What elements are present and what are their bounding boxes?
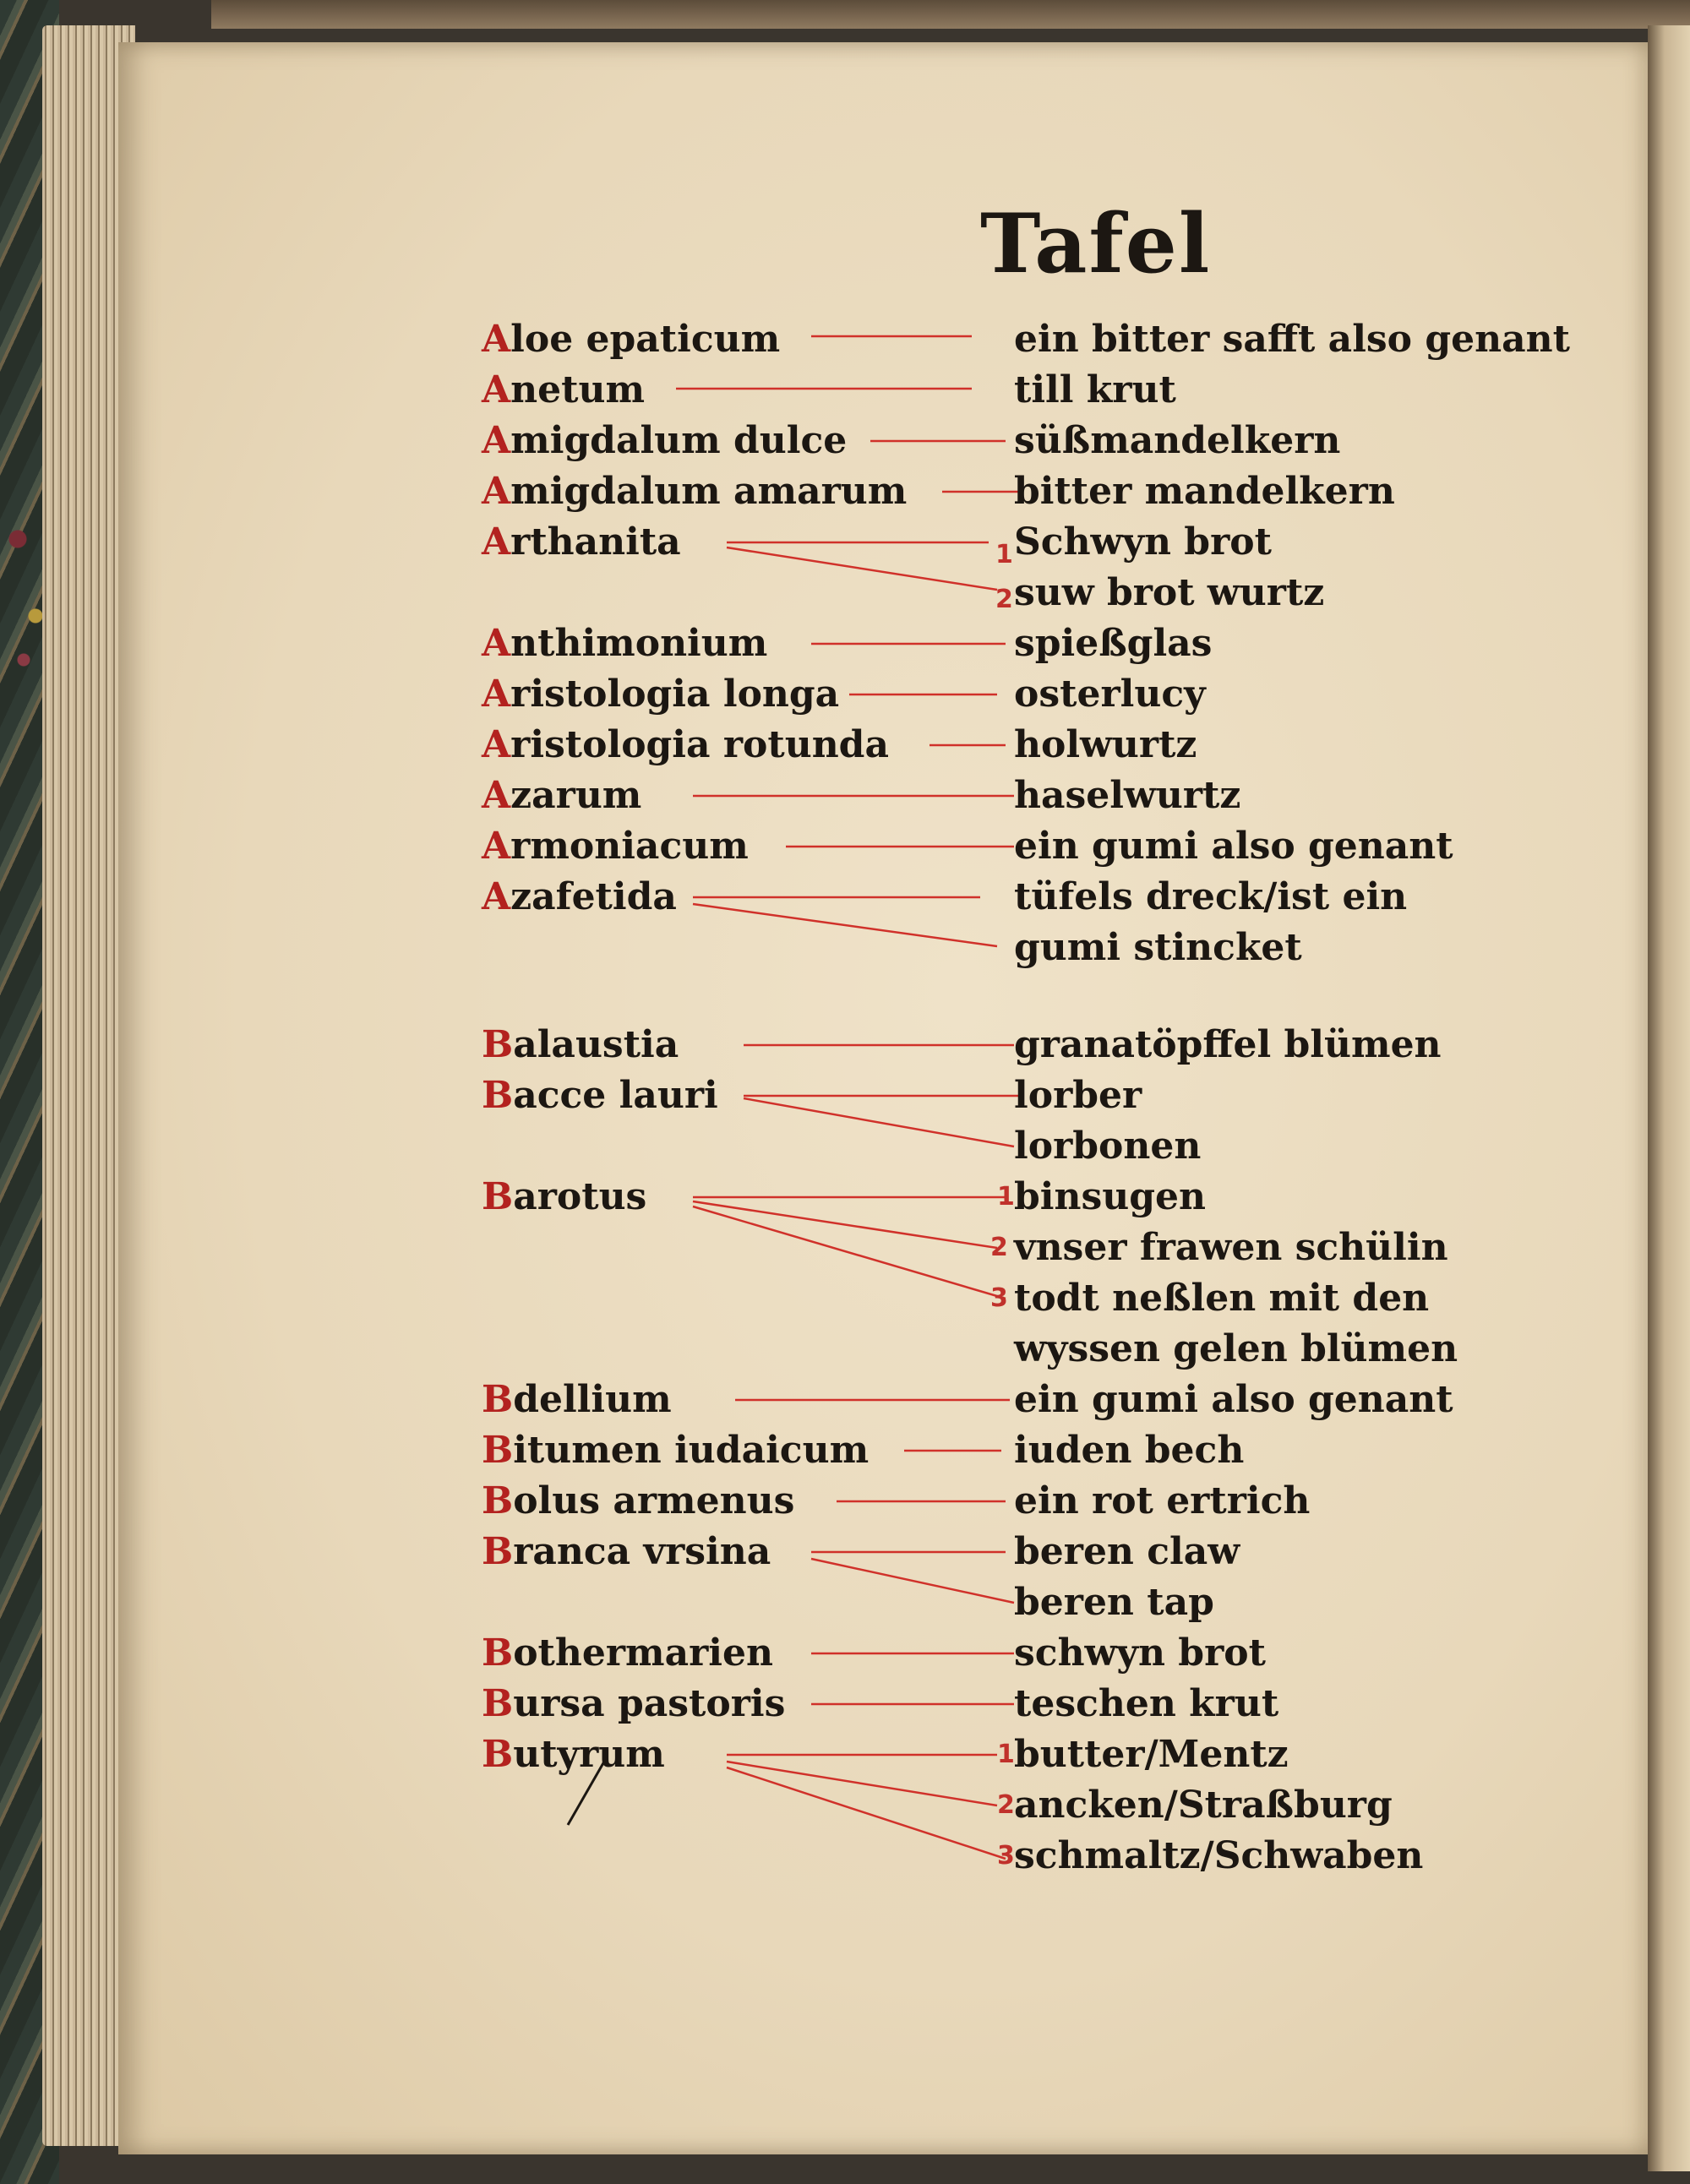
german-gloss: binsugen (1014, 1175, 1206, 1218)
latin-term: Balaustia (482, 1023, 679, 1066)
german-gloss: teschen krut (1014, 1682, 1279, 1725)
german-gloss: iuden bech (1014, 1429, 1245, 1472)
latin-term: Anthimonium (482, 622, 768, 665)
german-gloss: todt neßlen mit den (1014, 1277, 1430, 1320)
latin-term: Bdellium (482, 1378, 672, 1421)
german-gloss: tüfels dreck/ist ein (1014, 875, 1408, 918)
german-gloss: haselwurtz (1014, 774, 1241, 817)
margin-number: 2 (990, 1233, 1008, 1262)
connector-line (727, 1762, 997, 1805)
latin-term: Amigdalum dulce (482, 419, 848, 462)
connector-line (693, 1201, 997, 1248)
latin-term: Bolus armenus (482, 1479, 795, 1522)
german-gloss: suw brot wurtz (1014, 571, 1325, 614)
connector-line (811, 1559, 1014, 1603)
german-gloss: beren claw (1014, 1530, 1240, 1573)
latin-term: Butyrum (482, 1733, 665, 1776)
page-title: Tafel (980, 196, 1212, 291)
german-gloss: spießglas (1014, 622, 1213, 665)
latin-term: Azafetida (482, 875, 677, 918)
german-gloss: schwyn brot (1014, 1631, 1266, 1675)
latin-term: Amigdalum amarum (482, 470, 908, 513)
connector-line (693, 1206, 1006, 1299)
latin-term: Aloe epaticum (482, 318, 781, 361)
german-gloss: osterlucy (1014, 673, 1206, 716)
latin-term: Bothermarien (482, 1631, 773, 1675)
latin-term: Armoniacum (482, 825, 749, 868)
latin-term: Azarum (482, 774, 642, 817)
german-gloss: Schwyn brot (1014, 520, 1272, 564)
margin-number: 1 (995, 540, 1013, 569)
latin-term: Branca vrsina (482, 1530, 771, 1573)
latin-term: Bacce lauri (482, 1074, 718, 1117)
german-gloss: wyssen gelen blümen (1014, 1327, 1458, 1370)
connector-line (744, 1098, 1014, 1146)
latin-term: Arthanita (482, 520, 681, 564)
margin-number: 2 (995, 585, 1013, 614)
margin-number: 2 (997, 1790, 1015, 1820)
german-gloss: schmaltz/Schwaben (1014, 1834, 1424, 1877)
german-gloss: lorber (1014, 1074, 1142, 1117)
connector-line (727, 547, 997, 590)
margin-number: 3 (997, 1841, 1015, 1871)
german-gloss: bitter mandelkern (1014, 470, 1395, 513)
connector-line (727, 1767, 1006, 1859)
german-gloss: ancken/Straßburg (1014, 1784, 1393, 1827)
latin-term: Bitumen iudaicum (482, 1429, 870, 1472)
latin-term: Bursa pastoris (482, 1682, 786, 1725)
connector-line (693, 904, 997, 946)
margin-number: 3 (990, 1283, 1008, 1313)
german-gloss: ein bitter safft also genant (1014, 318, 1570, 361)
german-gloss: süßmandelkern (1014, 419, 1341, 462)
german-gloss: beren tap (1014, 1581, 1214, 1624)
latin-term: Anetum (482, 368, 645, 411)
latin-term: Aristologia rotunda (482, 723, 889, 766)
german-gloss: holwurtz (1014, 723, 1197, 766)
latin-term: Aristologia longa (482, 673, 840, 716)
german-gloss: ein gumi also genant (1014, 825, 1453, 868)
german-gloss: ein gumi also genant (1014, 1378, 1453, 1421)
margin-number: 1 (997, 1740, 1015, 1769)
german-gloss: butter/Mentz (1014, 1733, 1289, 1776)
german-gloss: lorbonen (1014, 1125, 1202, 1168)
german-gloss: gumi stincket (1014, 926, 1302, 969)
german-gloss: ein rot ertrich (1014, 1479, 1311, 1522)
german-gloss: granatöpffel blümen (1014, 1023, 1442, 1066)
latin-term: Barotus (482, 1175, 647, 1218)
margin-number: 1 (997, 1182, 1015, 1212)
german-gloss: till krut (1014, 368, 1176, 411)
german-gloss: vnser frawen schülin (1014, 1226, 1448, 1269)
